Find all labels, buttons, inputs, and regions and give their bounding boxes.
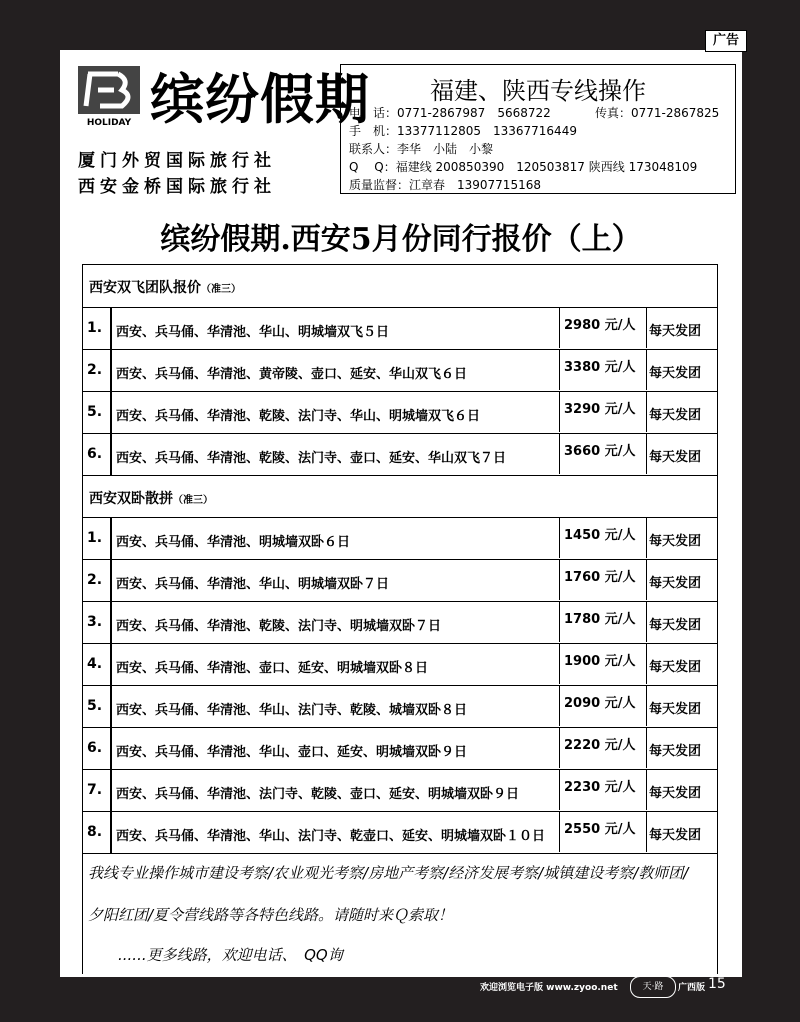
row-schedule: 每天发团 bbox=[649, 408, 702, 423]
row-route: 西安、兵马俑、华清池、黄帝陵、壶口、延安、华山双飞６日 bbox=[116, 367, 468, 382]
row-price: 3380 元/人 bbox=[559, 350, 647, 390]
table-row bbox=[83, 349, 717, 391]
row-number: 6. bbox=[87, 446, 103, 462]
table-row bbox=[83, 727, 717, 769]
row-price: 1760 元/人 bbox=[559, 560, 647, 600]
brand-name: 缤纷假期 bbox=[150, 67, 370, 131]
note-line-2: 夕阳红团/夏令营线路等各特色线路。请随时来Ｑ索取！ bbox=[88, 906, 454, 924]
row-route: 西安、兵马俑、华清池、乾陵、法门寺、明城墙双卧７日 bbox=[116, 619, 442, 634]
row-price: 2220 元/人 bbox=[559, 728, 647, 768]
contact-mobile: 手 机：13377112805 13367716449 bbox=[349, 124, 577, 138]
section-note: （准三） bbox=[173, 495, 213, 506]
table-row bbox=[83, 769, 717, 811]
row-route: 西安、兵马俑、华清池、华山、明城墙双卧７日 bbox=[116, 577, 390, 592]
row-route: 西安、兵马俑、华清池、乾陵、法门寺、华山、明城墙双飞６日 bbox=[116, 409, 481, 424]
table-row bbox=[83, 307, 717, 349]
row-route: 西安、兵马俑、华清池、华山、明城墙双飞５日 bbox=[116, 325, 390, 340]
contact-qq: Q Q：福建线 200850390 120503817 陕西线 173048109 bbox=[349, 160, 698, 174]
contact-box bbox=[340, 64, 736, 194]
row-price: 2980 元/人 bbox=[559, 308, 647, 348]
row-route: 西安、兵马俑、华清池、法门寺、乾陵、壶口、延安、明城墙双卧９日 bbox=[116, 787, 520, 802]
row-route: 西安、兵马俑、华清池、壶口、延安、明城墙双卧８日 bbox=[116, 661, 429, 676]
row-number: 2. bbox=[87, 362, 103, 378]
row-route: 西安、兵马俑、华清池、乾陵、法门寺、壶口、延安、华山双飞７日 bbox=[116, 451, 507, 466]
row-schedule: 每天发团 bbox=[649, 576, 702, 591]
footer-edition: 广西版 bbox=[678, 983, 706, 993]
table-row bbox=[83, 811, 717, 853]
row-number: 5. bbox=[87, 698, 103, 714]
table-row bbox=[83, 643, 717, 685]
contact-supervision: 质量监督：江章春 13907715168 bbox=[349, 178, 541, 192]
section-title: 西安双卧散拼 bbox=[89, 491, 173, 507]
contact-persons: 联系人：李华 小陆 小黎 bbox=[349, 142, 494, 156]
row-price: 2090 元/人 bbox=[559, 686, 647, 726]
row-number: 4. bbox=[87, 656, 103, 672]
logo-text: HOLIDAY bbox=[86, 118, 132, 128]
row-price: 2550 元/人 bbox=[559, 812, 647, 852]
row-price: 2230 元/人 bbox=[559, 770, 647, 810]
row-schedule: 每天发团 bbox=[649, 786, 702, 801]
row-schedule: 每天发团 bbox=[649, 828, 702, 843]
row-schedule: 每天发团 bbox=[649, 324, 702, 339]
row-number: 2. bbox=[87, 572, 103, 588]
row-route: 西安、兵马俑、华清池、华山、法门寺、乾壶口、延安、明城墙双卧１０日 bbox=[116, 829, 546, 844]
row-number: 1. bbox=[87, 320, 103, 336]
row-schedule: 每天发团 bbox=[649, 534, 702, 549]
notes-divider bbox=[83, 853, 717, 854]
agency-xiamen: 厦门外贸国际旅行社 bbox=[78, 151, 276, 171]
number-column-divider bbox=[110, 517, 112, 853]
row-number: 5. bbox=[87, 404, 103, 420]
table-row bbox=[83, 601, 717, 643]
section-header-sleeper bbox=[83, 475, 717, 517]
row-number: 7. bbox=[87, 782, 103, 798]
table-row bbox=[83, 559, 717, 601]
row-route: 西安、兵马俑、华清池、华山、法门寺、乾陵、城墙双卧８日 bbox=[116, 703, 468, 718]
note-line-3: ......更多线路，欢迎电话、 QQ询 bbox=[118, 946, 343, 964]
row-price: 1900 元/人 bbox=[559, 644, 647, 684]
row-price: 1780 元/人 bbox=[559, 602, 647, 642]
contact-fax: 传真：0771-2867825 bbox=[595, 106, 720, 120]
row-schedule: 每天发团 bbox=[649, 660, 702, 675]
row-route: 西安、兵马俑、华清池、明城墙双卧６日 bbox=[116, 535, 351, 550]
section-note: （准三） bbox=[201, 284, 241, 295]
footer-logo: 天·路 bbox=[630, 976, 676, 998]
table-row bbox=[83, 433, 717, 475]
row-number: 1. bbox=[87, 530, 103, 546]
agency-xian: 西安金桥国际旅行社 bbox=[78, 177, 276, 197]
page-number: 15 bbox=[708, 976, 726, 992]
row-number: 8. bbox=[87, 824, 103, 840]
contact-phone: 电 话：0771-2867987 5668722 bbox=[349, 106, 551, 120]
row-number: 3. bbox=[87, 614, 103, 630]
row-schedule: 每天发团 bbox=[649, 744, 702, 759]
row-schedule: 每天发团 bbox=[649, 366, 702, 381]
footer-site: 欢迎浏览电子版 www.zyoo.net bbox=[480, 983, 618, 993]
row-number: 6. bbox=[87, 740, 103, 756]
row-route: 西安、兵马俑、华清池、华山、壶口、延安、明城墙双卧９日 bbox=[116, 745, 468, 760]
table-row bbox=[83, 685, 717, 727]
number-column-divider bbox=[110, 307, 112, 475]
ad-tag: 广告 bbox=[705, 30, 747, 52]
table-row bbox=[83, 517, 717, 559]
row-schedule: 每天发团 bbox=[649, 618, 702, 633]
note-line-1: 我线专业操作城市建设考察/农业观光考察/房地产考察/经济发展考察/城镇建设考察/教师团/ bbox=[88, 864, 689, 882]
table-row bbox=[83, 391, 717, 433]
row-price: 3660 元/人 bbox=[559, 434, 647, 474]
row-price: 1450 元/人 bbox=[559, 518, 647, 558]
row-schedule: 每天发团 bbox=[649, 702, 702, 717]
main-title: 缤纷假期.西安5月份同行报价（上） bbox=[160, 222, 642, 257]
section-title: 西安双飞团队报价 bbox=[89, 280, 201, 296]
row-price: 3290 元/人 bbox=[559, 392, 647, 432]
brand-logo bbox=[78, 66, 140, 128]
section-header-flight bbox=[83, 265, 717, 307]
contact-title: 福建、陕西专线操作 bbox=[430, 77, 646, 105]
row-schedule: 每天发团 bbox=[649, 450, 702, 465]
